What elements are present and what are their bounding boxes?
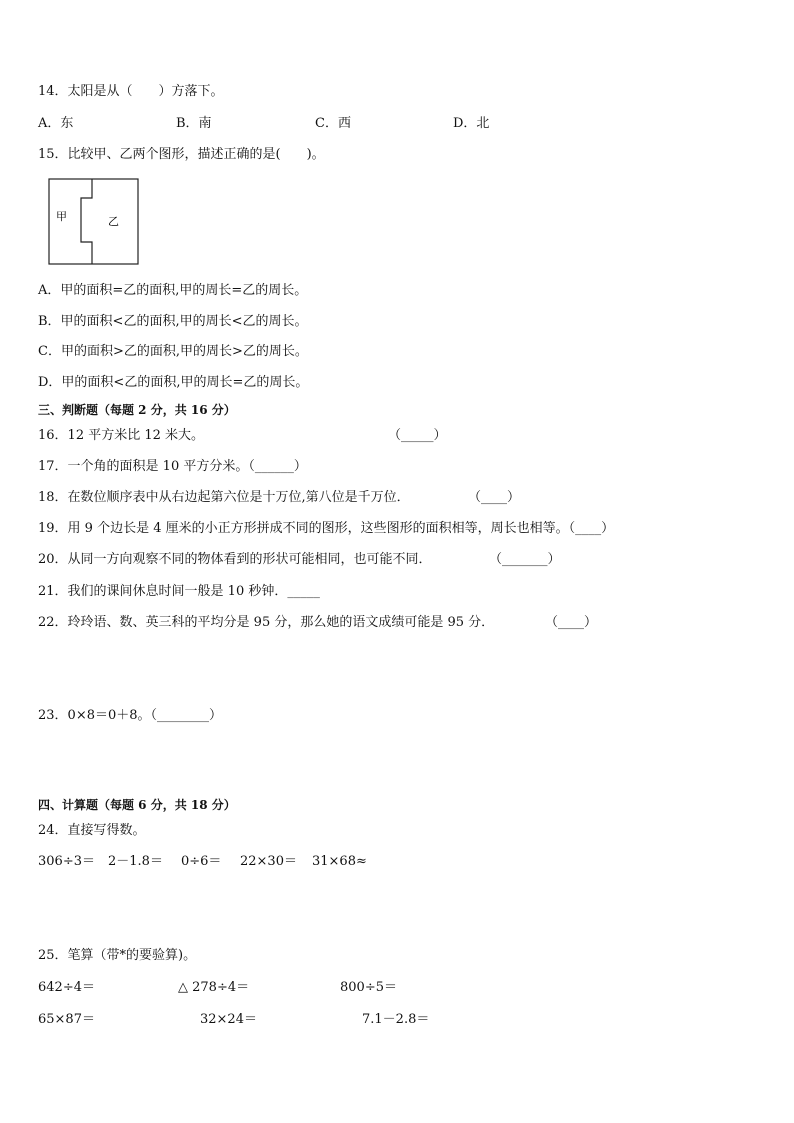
q14-option-d: D．北 [453, 116, 490, 131]
figure-divider-line [81, 179, 92, 264]
q24-item: 306÷3＝ [38, 854, 95, 869]
q15-option-b: B．甲的面积<乙的面积,甲的周长<乙的周长。 [38, 314, 308, 329]
question-23: 23．0×8＝0＋8。（________） [38, 708, 223, 723]
question-24: 24．直接写得数。 [38, 823, 146, 838]
q24-item: 0÷6＝ [181, 854, 222, 869]
q14-option-a: A．东 [38, 116, 74, 131]
question-14: 14．太阳是从（ ）方落下。 [38, 84, 224, 99]
q15-option-a: A．甲的面积=乙的面积,甲的周长=乙的周长。 [38, 283, 308, 298]
question-21: 21．我们的课间休息时间一般是 10 秒钟．_____ [38, 584, 320, 599]
question-17: 17．一个角的面积是 10 平方分米。（______） [38, 459, 307, 474]
q24-item: 31×68≈ [312, 854, 367, 869]
q25-item: 7.1－2.8＝ [362, 1012, 430, 1027]
figure-label-jia: 甲 [56, 210, 67, 223]
q25-item: 65×87＝ [38, 1012, 95, 1027]
q20-answer-blank[interactable]: （_______） [489, 552, 561, 567]
question-22: 22．玲玲语、数、英三科的平均分是 95 分，那么她的语文成绩可能是 95 分． [38, 615, 495, 630]
q25-item: 800÷5＝ [340, 980, 397, 995]
q25-item: 642÷4＝ [38, 980, 95, 995]
section-3-title: 三、判断题（每题 2 分，共 16 分） [38, 403, 236, 417]
question-25: 25．笔算（带*的要验算)。 [38, 948, 197, 963]
question-19: 19．用 9 个边长是 4 厘米的小正方形拼成不同的图形，这些图形的面积相等，周长也相等。（____） [38, 521, 615, 536]
shape-comparison-figure [48, 178, 140, 266]
figure-label-yi: 乙 [108, 215, 119, 228]
q15-option-d: D．甲的面积<乙的面积,甲的周长=乙的周长。 [38, 375, 309, 390]
section-4-title: 四、计算题（每题 6 分，共 18 分） [38, 798, 236, 812]
question-15: 15．比较甲、乙两个图形，描述正确的是( )。 [38, 147, 325, 162]
q14-option-c: C．西 [315, 116, 351, 131]
q14-option-b: B．南 [176, 116, 212, 131]
question-16: 16．12 平方米比 12 米大。 [38, 428, 205, 443]
q22-answer-blank[interactable]: （____） [545, 615, 598, 630]
question-18: 18．在数位顺序表中从右边起第六位是十万位,第八位是千万位． [38, 490, 410, 505]
q24-item: 2－1.8＝ [108, 854, 163, 869]
q25-item: 32×24＝ [200, 1012, 257, 1027]
q25-item: △ 278÷4＝ [178, 980, 250, 995]
q16-answer-blank[interactable]: （_____） [388, 428, 447, 443]
q24-item: 22×30＝ [240, 854, 297, 869]
q18-answer-blank[interactable]: （____） [468, 490, 521, 505]
q15-option-c: C．甲的面积>乙的面积,甲的周长>乙的周长。 [38, 344, 308, 359]
question-20: 20．从同一方向观察不同的物体看到的形状可能相同，也可能不同． [38, 552, 432, 567]
